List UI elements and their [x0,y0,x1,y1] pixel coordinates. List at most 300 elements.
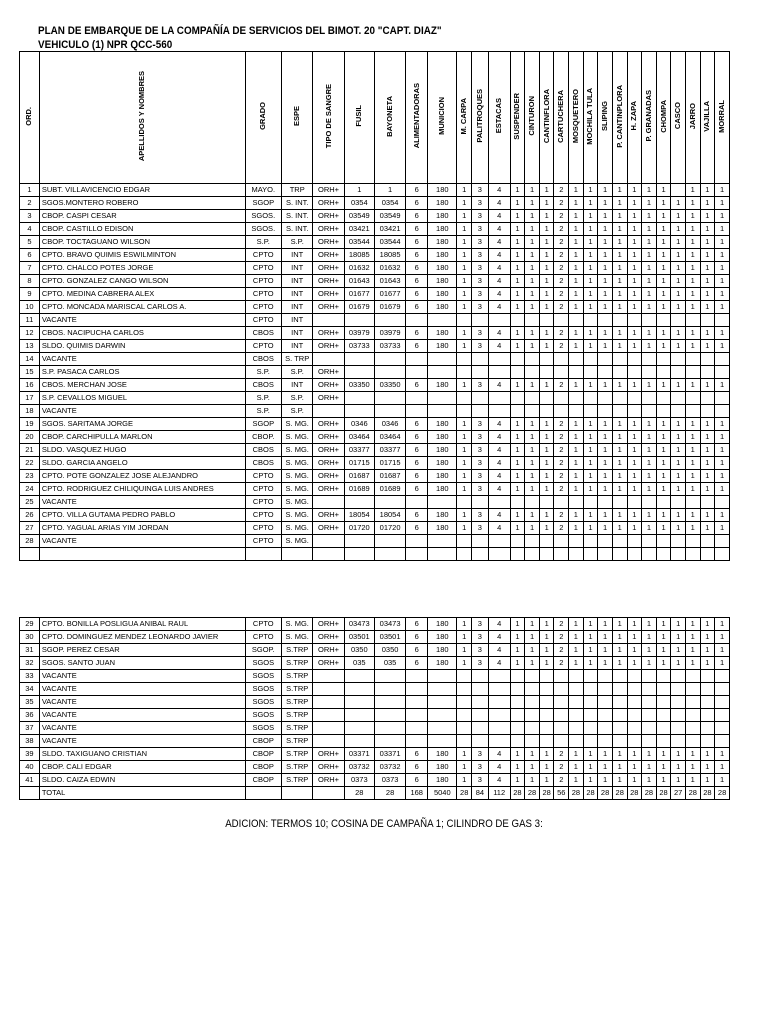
table-cell: 1 [612,288,627,301]
table-cell [344,392,374,405]
table-cell: 1 [583,748,598,761]
table-cell [656,314,671,327]
table-cell: 1 [583,418,598,431]
table-cell [39,548,245,561]
table-cell: 03377 [374,444,405,457]
table-cell: CBOP. CASPI CESAR [39,210,245,223]
table-cell: 2 [554,275,569,288]
table-cell: 180 [428,618,457,631]
table-cell: 1 [374,184,405,197]
table-cell [627,548,642,561]
table-cell [583,535,598,548]
table-cell: 3 [472,327,489,340]
table-cell [554,548,569,561]
table-cell [700,314,715,327]
table-cell [700,535,715,548]
table-cell: 1 [583,457,598,470]
column-header-label: CARTUCHERA [556,89,566,143]
table-row [20,340,730,353]
table-cell: CBOS [245,327,282,340]
table-cell: 1 [671,522,686,535]
table-cell: 1 [671,483,686,496]
table-cell: 1 [656,249,671,262]
table-cell: VACANTE [39,709,245,722]
table-cell [583,722,598,735]
table-cell: 1 [583,644,598,657]
table-cell: 1 [457,657,472,670]
table-cell [671,353,686,366]
table-cell: 6 [406,301,428,314]
table-cell [539,353,554,366]
table-cell: 1 [715,444,730,457]
table-cell: 1 [539,210,554,223]
table-cell: 1 [569,644,584,657]
table-cell: 28 [627,787,642,800]
table-cell: S.TRP [282,683,313,696]
table-cell: 1 [569,301,584,314]
table-cell: 1 [671,262,686,275]
table-cell: 1 [627,470,642,483]
table-cell: 1 [583,184,598,197]
table-cell: 1 [612,470,627,483]
table-cell: 2 [554,761,569,774]
table-cell: 1 [583,262,598,275]
table-cell: SGOS [245,683,282,696]
table-cell [313,722,344,735]
table-cell [406,683,428,696]
table-cell [554,392,569,405]
table-cell: 1 [671,379,686,392]
table-cell [627,496,642,509]
table-cell: ORH+ [313,748,344,761]
table-cell: ORH+ [313,184,344,197]
table-cell [627,735,642,748]
table-cell: 112 [488,787,510,800]
table-cell [374,535,405,548]
table-cell: ORH+ [313,644,344,657]
table-cell [700,366,715,379]
table-cell [344,548,374,561]
table-cell [715,366,730,379]
column-header-label: VAJILLA [702,100,712,132]
table-cell: 1 [700,444,715,457]
table-cell: 1 [598,774,613,787]
table-cell [583,366,598,379]
table-cell: 1 [539,431,554,444]
table-cell: 1 [569,657,584,670]
table-cell: S. MG. [282,444,313,457]
table-cell: SLDO. TAXIGUANO CRISTIAN [39,748,245,761]
table-cell: 1 [700,197,715,210]
table-cell [428,314,457,327]
table-cell: 6 [406,275,428,288]
table-row [20,249,730,262]
table-cell: 1 [583,657,598,670]
table-cell: 6 [406,774,428,787]
table-cell: CPTO [245,275,282,288]
table-cell [583,314,598,327]
table-cell [344,496,374,509]
table-cell: S.TRP [282,761,313,774]
column-header-label: MUNICION [437,97,447,135]
table-cell: 6 [406,418,428,431]
table-cell: CPTO [245,470,282,483]
column-header-label: MORRAL [717,99,727,133]
table-cell: ORH+ [313,392,344,405]
table-cell [612,405,627,418]
table-cell [554,353,569,366]
table-cell: 1 [525,184,540,197]
table-cell [671,696,686,709]
table-cell: 1 [656,379,671,392]
table-cell: ORH+ [313,236,344,249]
table-cell [344,670,374,683]
table-cell: 1 [457,223,472,236]
table-cell: 12 [20,327,40,340]
table-cell [472,735,489,748]
table-cell: 1 [457,301,472,314]
table-cell: CPTO [245,496,282,509]
table-cell: SLDO. QUIMIS DARWIN [39,340,245,353]
table-cell: 4 [488,301,510,314]
table-cell: SGOS. SARITAMA JORGE [39,418,245,431]
table-cell: 1 [627,301,642,314]
table-cell: 4 [488,418,510,431]
column-header [406,52,428,184]
table-row [20,288,730,301]
column-header [525,52,540,184]
table-cell [510,548,525,561]
table-cell: 1 [671,618,686,631]
table-cell: 1 [700,761,715,774]
table-cell: 28 [510,787,525,800]
table-cell [472,405,489,418]
table-cell: S.P. [245,392,282,405]
table-cell: 1 [642,748,657,761]
table-cell: 1 [510,774,525,787]
table-cell: 1 [598,210,613,223]
table-cell: SGOS [245,722,282,735]
table-cell: SGOS [245,709,282,722]
table-cell: 6 [406,657,428,670]
table-cell: 3 [472,444,489,457]
table-cell [612,696,627,709]
table-cell [671,496,686,509]
table-cell [313,696,344,709]
table-cell: 1 [627,644,642,657]
table-cell: 2 [554,657,569,670]
table-cell: S.TRP [282,644,313,657]
table-cell [598,392,613,405]
table-cell [656,735,671,748]
table-cell: 180 [428,444,457,457]
table-cell: 180 [428,249,457,262]
table-cell: 18085 [374,249,405,262]
table-cell [627,670,642,683]
table-cell: 1 [700,288,715,301]
table-cell: 1 [671,761,686,774]
table-cell [313,496,344,509]
table-cell: 1 [510,301,525,314]
table-cell [428,496,457,509]
table-cell: 6 [406,288,428,301]
table-cell: 1 [510,644,525,657]
table-cell: 180 [428,236,457,249]
table-cell: 3 [472,197,489,210]
table-row [20,379,730,392]
table-cell: 1 [20,184,40,197]
table-cell: 2 [554,288,569,301]
table-cell [685,405,700,418]
table-cell: 1 [539,748,554,761]
table-cell: 1 [700,774,715,787]
table-cell [313,548,344,561]
table-cell [313,314,344,327]
table-cell: CPTO [245,314,282,327]
table-cell: 19 [20,418,40,431]
table-cell [569,722,584,735]
table-cell: 01643 [374,275,405,288]
table-cell: 6 [406,431,428,444]
table-cell: 4 [488,262,510,275]
table-cell: 180 [428,379,457,392]
column-header-label: CINTURON [527,96,537,136]
table-cell: 2 [554,301,569,314]
table-cell: 2 [554,618,569,631]
table-cell: 15 [20,366,40,379]
table-cell: 10 [20,301,40,314]
table-cell [344,314,374,327]
column-header-label: PALITROQUES [474,89,484,143]
table-cell: CBOP. [245,431,282,444]
table-cell: 1 [685,418,700,431]
table-cell: 1 [539,340,554,353]
table-row [20,366,730,379]
table-cell [472,535,489,548]
table-cell [671,366,686,379]
table-cell: 1 [525,644,540,657]
table-cell: 1 [510,236,525,249]
table-cell: 6 [406,223,428,236]
table-cell: 2 [20,197,40,210]
column-header [656,52,671,184]
table-cell: 18085 [344,249,374,262]
table-cell [554,405,569,418]
table-cell: 1 [715,327,730,340]
table-cell [374,405,405,418]
table-cell: 1 [583,197,598,210]
table-cell [656,683,671,696]
table-cell [700,709,715,722]
table-cell [715,548,730,561]
table-cell: 23 [20,470,40,483]
table-cell: 2 [554,748,569,761]
table-cell: 1 [457,262,472,275]
table-cell: 1 [700,301,715,314]
table-cell: 1 [539,197,554,210]
table-cell: 1 [715,236,730,249]
table-cell: CBOP. CARCHIPULLA MARLON [39,431,245,444]
table-cell: 180 [428,418,457,431]
table-cell [685,366,700,379]
table-cell: 1 [598,288,613,301]
table-cell [569,683,584,696]
table-cell: 1 [671,249,686,262]
table-cell: 1 [656,262,671,275]
table-cell: INT [282,288,313,301]
table-cell: 3 [472,748,489,761]
table-cell [554,535,569,548]
table-cell [525,314,540,327]
table-cell: 1 [715,457,730,470]
table-cell: S.TRP [282,670,313,683]
table-cell: 1 [671,431,686,444]
table-cell: 1 [583,631,598,644]
table-cell: 1 [700,631,715,644]
table-cell [510,709,525,722]
table-cell: 4 [488,431,510,444]
table-cell: 1 [685,618,700,631]
table-cell: 1 [510,631,525,644]
table-cell: 1 [642,774,657,787]
table-cell: 17 [20,392,40,405]
table-cell: SGOP. [245,644,282,657]
table-cell: 1 [715,761,730,774]
column-header-label: GRADO [258,102,268,130]
table-cell [554,496,569,509]
table-cell: 3 [472,657,489,670]
table-cell: 1 [627,748,642,761]
table-cell: INT [282,262,313,275]
table-cell [406,709,428,722]
table-cell: 1 [539,184,554,197]
table-cell [472,392,489,405]
table-cell: 1 [642,431,657,444]
table-cell: 1 [685,275,700,288]
table-cell: ORH+ [313,288,344,301]
table-cell [406,314,428,327]
table-cell: 1 [715,340,730,353]
table-cell: 1 [671,748,686,761]
table-cell [656,722,671,735]
table-cell: 2 [554,197,569,210]
table-cell [472,314,489,327]
table-cell [457,696,472,709]
table-cell: 1 [598,249,613,262]
table-cell: 1 [612,223,627,236]
table-cell: 035 [344,657,374,670]
table-cell [457,735,472,748]
table-cell: 4 [488,483,510,496]
table-cell: 1 [656,418,671,431]
table-cell: 3 [472,275,489,288]
table-cell: 1 [656,431,671,444]
table-cell [20,548,40,561]
table-cell: 3 [472,509,489,522]
table-cell: 1 [525,210,540,223]
table-cell: 1 [510,470,525,483]
table-cell: 1 [700,522,715,535]
table-cell: 1 [612,522,627,535]
total-row [20,787,730,800]
table-cell: 1 [583,470,598,483]
table-cell: 1 [569,774,584,787]
table-cell: 1 [457,327,472,340]
table-cell: 1 [685,774,700,787]
table-cell: 1 [642,223,657,236]
table-cell: 1 [525,340,540,353]
table-cell [457,683,472,696]
table-cell: SGOS [245,670,282,683]
table-cell: 1 [598,522,613,535]
table-cell: 180 [428,761,457,774]
table-cell: 1 [685,444,700,457]
table-cell: ORH+ [313,223,344,236]
table-cell [525,405,540,418]
table-cell: 1 [583,774,598,787]
table-cell [488,548,510,561]
table-cell: 1 [569,509,584,522]
table-cell: 1 [685,379,700,392]
table-cell: 1 [510,748,525,761]
table-cell [344,696,374,709]
table-cell [539,405,554,418]
table-cell: 22 [20,457,40,470]
table-cell: 1 [525,761,540,774]
table-cell: 1 [715,249,730,262]
table-cell: 1 [583,210,598,223]
table-cell [510,683,525,696]
table-cell: 1 [656,236,671,249]
table-cell [539,366,554,379]
table-cell: INT [282,249,313,262]
table-cell: 1 [569,618,584,631]
table-cell: 2 [554,522,569,535]
table-cell: 1 [656,618,671,631]
table-cell: 1 [642,379,657,392]
table-cell: 1 [700,470,715,483]
table-cell: 4 [488,379,510,392]
table-cell: 1 [510,262,525,275]
table-cell: 1 [539,262,554,275]
table-cell: 1 [715,431,730,444]
table-cell [554,670,569,683]
table-cell [374,392,405,405]
table-cell: 6 [20,249,40,262]
table-cell: CPTO. MEDINA CABRERA ALEX [39,288,245,301]
table-cell: 1 [685,644,700,657]
table-cell: 180 [428,483,457,496]
table-cell: 1 [539,631,554,644]
table-cell [715,392,730,405]
table-cell [598,735,613,748]
table-cell: 3 [472,431,489,444]
table-cell [569,353,584,366]
table-cell: TOTAL [39,787,245,800]
column-header-label: P. CANTINPLORA [614,84,624,148]
column-header [715,52,730,184]
table-cell: 1 [627,249,642,262]
table-cell: 1 [457,275,472,288]
table-cell: 1 [457,644,472,657]
table-cell: 1 [685,631,700,644]
table-cell: 1 [583,509,598,522]
table-cell: 03732 [344,761,374,774]
table-cell: 1 [510,327,525,340]
table-cell: 2 [554,444,569,457]
table-cell: 1 [642,509,657,522]
table-cell: 1 [642,470,657,483]
